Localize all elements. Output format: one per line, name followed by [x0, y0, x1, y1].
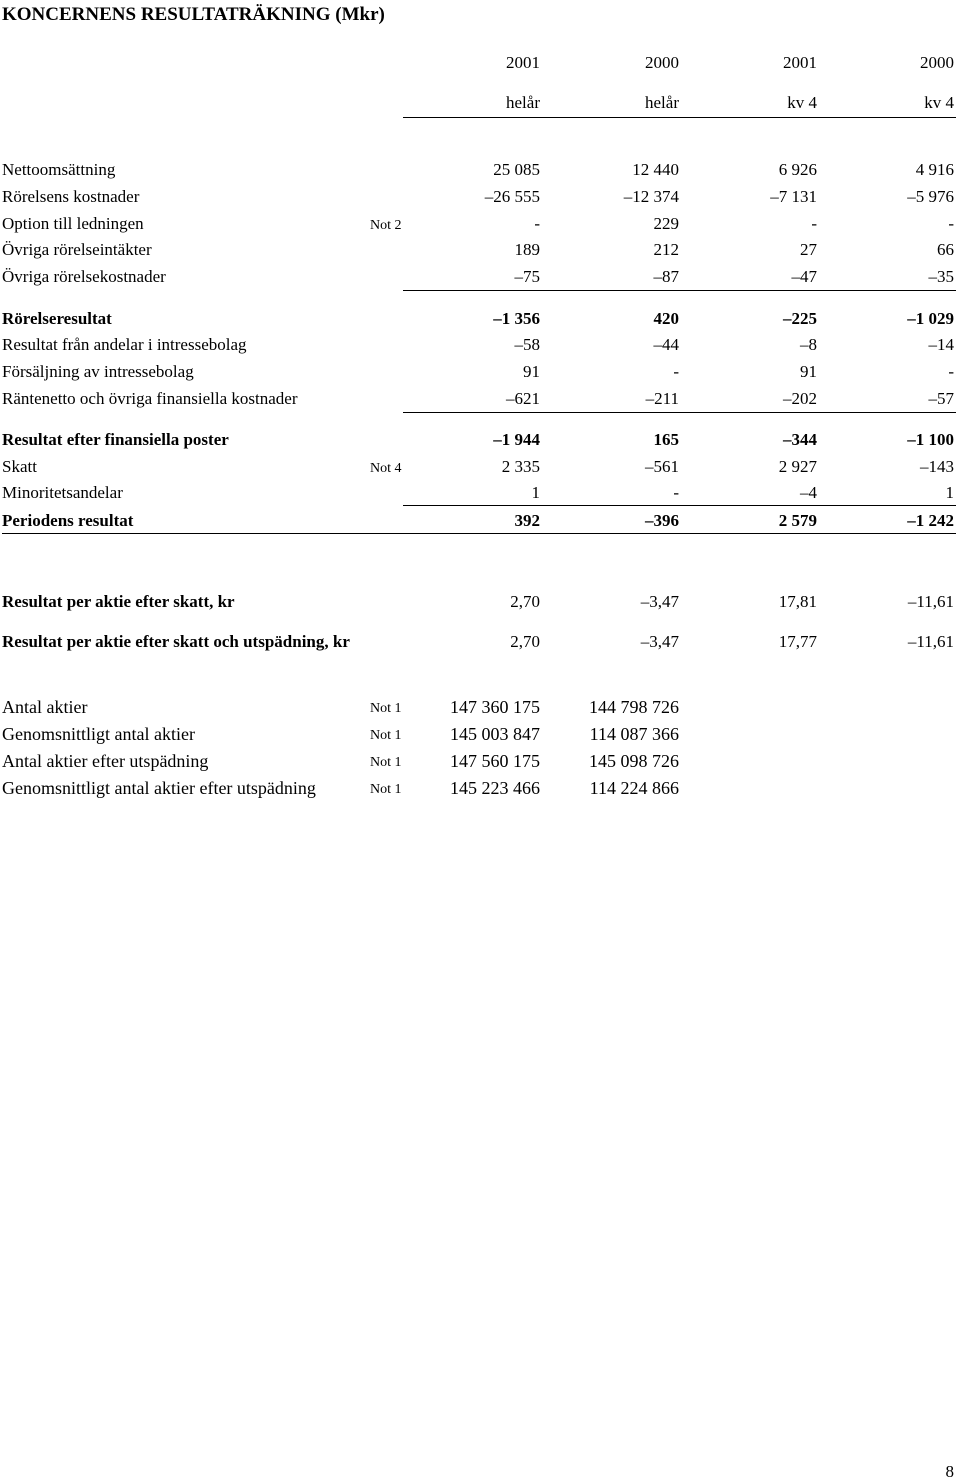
- row-value: –225: [783, 309, 817, 328]
- row-label: Rörelsens kostnader: [2, 187, 140, 206]
- header-year: 2000: [920, 53, 954, 72]
- table-row: [0, 777, 960, 799]
- row-value: 114 224 866: [589, 778, 679, 798]
- row-value: –11,61: [907, 592, 954, 611]
- row-label: Option till ledningen: [2, 214, 144, 233]
- row-value: –57: [928, 389, 954, 408]
- row-value: –8: [800, 335, 817, 354]
- header-years-row: [0, 52, 960, 74]
- row-note: Not 1: [370, 755, 402, 770]
- row-value: –621: [506, 389, 540, 408]
- table-row: [0, 696, 960, 718]
- table-row: [0, 750, 960, 772]
- subtotal-divider: [403, 505, 956, 506]
- header-period: helår: [645, 93, 679, 112]
- row-value: –5 976: [907, 187, 954, 206]
- row-label: Antal aktier efter utspädning: [2, 751, 209, 771]
- table-row: [0, 591, 960, 613]
- row-value: 66: [937, 240, 954, 259]
- row-value: –3,47: [640, 632, 679, 651]
- row-label: Resultat per aktie efter skatt, kr: [2, 592, 235, 611]
- row-label: Rörelseresultat: [2, 309, 112, 328]
- row-value: 145 003 847: [450, 724, 540, 744]
- row-value: –211: [645, 389, 679, 408]
- header-period: helår: [506, 93, 540, 112]
- row-value: 144 798 726: [589, 697, 679, 717]
- row-label: Resultat per aktie efter skatt och utspädning, kr: [2, 632, 350, 651]
- subtotal-divider: [403, 290, 956, 291]
- row-value: –26 555: [484, 187, 540, 206]
- row-label: Periodens resultat: [2, 511, 134, 530]
- row-note: Not 2: [370, 218, 402, 233]
- row-value: –44: [653, 335, 679, 354]
- row-value: –4: [800, 483, 817, 502]
- row-value: –7 131: [770, 187, 817, 206]
- row-value: 147 560 175: [450, 751, 540, 771]
- row-value: 392: [514, 511, 540, 530]
- row-note: Not 4: [370, 461, 402, 476]
- row-label: Försäljning av intressebolag: [2, 362, 194, 381]
- row-label: Resultat efter finansiella poster: [2, 430, 229, 449]
- row-label: Genomsnittligt antal aktier: [2, 724, 195, 744]
- table-row: [0, 308, 960, 330]
- table-row: [0, 213, 960, 235]
- table-row: [0, 482, 960, 504]
- table-row: [0, 456, 960, 478]
- table-row: [0, 429, 960, 451]
- header-period: kv 4: [787, 93, 817, 112]
- table-row: [0, 361, 960, 383]
- row-value: 4 916: [915, 160, 954, 179]
- table-row: [0, 186, 960, 208]
- row-label: Minoritetsandelar: [2, 483, 123, 502]
- row-label: Räntenetto och övriga finansiella kostnader: [2, 389, 298, 408]
- row-value: 2 579: [778, 511, 817, 530]
- row-value: –11,61: [907, 632, 954, 651]
- table-row: [0, 723, 960, 745]
- table-row: [0, 510, 960, 532]
- table-row: [0, 334, 960, 356]
- table-row: [0, 266, 960, 288]
- total-divider: [2, 533, 956, 534]
- row-value: 2,70: [510, 632, 540, 651]
- row-value: -: [948, 362, 954, 381]
- row-value: -: [948, 214, 954, 233]
- row-value: 145 098 726: [589, 751, 679, 771]
- header-divider: [403, 117, 956, 118]
- row-value: –1 356: [493, 309, 540, 328]
- row-value: 91: [523, 362, 540, 381]
- row-value: –344: [783, 430, 817, 449]
- row-label: Övriga rörelsekostnader: [2, 267, 166, 286]
- header-period: kv 4: [924, 93, 954, 112]
- row-value: –58: [514, 335, 540, 354]
- row-value: –202: [783, 389, 817, 408]
- row-value: 189: [514, 240, 540, 259]
- row-value: 12 440: [632, 160, 679, 179]
- row-value: 17,77: [778, 632, 817, 651]
- row-value: 2 927: [778, 457, 817, 476]
- row-value: –47: [791, 267, 817, 286]
- row-value: –14: [928, 335, 954, 354]
- row-value: 229: [653, 214, 679, 233]
- row-value: 27: [800, 240, 817, 259]
- row-value: 2,70: [510, 592, 540, 611]
- row-value: –1 242: [907, 511, 954, 530]
- row-value: 91: [800, 362, 817, 381]
- row-note: Not 1: [370, 701, 402, 716]
- row-value: 6 926: [778, 160, 817, 179]
- table-row: [0, 631, 960, 653]
- row-value: –35: [928, 267, 954, 286]
- header-year: 2001: [783, 53, 817, 72]
- table-row: [0, 388, 960, 410]
- row-value: 145 223 466: [450, 778, 540, 798]
- page-title: KONCERNENS RESULTATRÄKNING (Mkr): [2, 4, 385, 25]
- row-value: -: [811, 214, 817, 233]
- row-value: –75: [514, 267, 540, 286]
- row-value: -: [534, 214, 540, 233]
- row-value: -: [673, 362, 679, 381]
- header-year: 2000: [645, 53, 679, 72]
- row-label: Genomsnittligt antal aktier efter utspädning: [2, 778, 316, 798]
- subtotal-divider: [403, 412, 956, 413]
- row-label: Skatt: [2, 457, 37, 476]
- header-periods-row: [0, 92, 960, 114]
- row-value: –3,47: [640, 592, 679, 611]
- row-value: –12 374: [623, 187, 679, 206]
- row-note: Not 1: [370, 782, 402, 797]
- row-label: Antal aktier: [2, 697, 88, 717]
- row-value: 165: [653, 430, 679, 449]
- row-value: –1 944: [493, 430, 540, 449]
- header-year: 2001: [506, 53, 540, 72]
- row-value: –1 029: [907, 309, 954, 328]
- row-value: 1: [531, 483, 540, 502]
- row-value: 1: [945, 483, 954, 502]
- row-value: –87: [653, 267, 679, 286]
- table-row: [0, 239, 960, 261]
- row-value: –396: [645, 511, 679, 530]
- row-value: –561: [645, 457, 679, 476]
- row-value: –143: [920, 457, 954, 476]
- row-note: Not 1: [370, 728, 402, 743]
- row-value: –1 100: [907, 430, 954, 449]
- page-number: 8: [945, 1462, 954, 1481]
- row-value: 147 360 175: [450, 697, 540, 717]
- row-value: -: [673, 483, 679, 502]
- row-label: Nettoomsättning: [2, 160, 116, 179]
- row-value: 2 335: [501, 457, 540, 476]
- row-label: Övriga rörelseintäkter: [2, 240, 152, 259]
- row-value: 212: [653, 240, 679, 259]
- row-value: 114 087 366: [589, 724, 679, 744]
- row-value: 17,81: [778, 592, 817, 611]
- row-label: Resultat från andelar i intressebolag: [2, 335, 247, 354]
- row-value: 25 085: [493, 160, 540, 179]
- table-row: [0, 159, 960, 181]
- row-value: 420: [653, 309, 679, 328]
